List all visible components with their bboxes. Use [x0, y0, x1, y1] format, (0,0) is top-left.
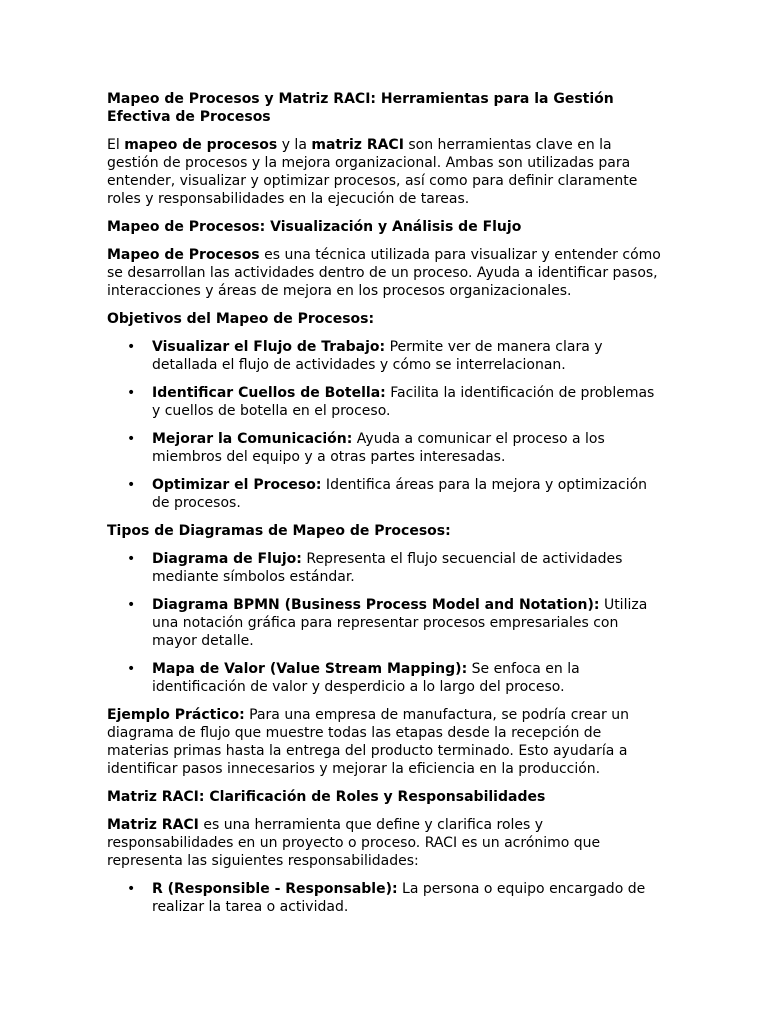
item-text: Se enfoca en la identificación de valor y desperdicio a lo largo del proceso.: [152, 661, 580, 695]
list-item: [107, 660, 667, 696]
bullet-icon: •: [127, 339, 136, 355]
item-bold: Optimizar el Proceso:: [152, 477, 322, 493]
raci-paragraph: [107, 816, 667, 870]
example-text: Para una empresa de manufactura, se podría crear un diagrama de flujo que muestre todas las etapas desde la recepción de materias primas hasta la entrega del producto terminado. Esto ayudaría a identificar pasos innecesarios y mejorar la eficiencia en la producción.: [107, 707, 629, 777]
list-item: [107, 880, 667, 916]
item-bold: Visualizar el Flujo de Trabajo:: [152, 339, 386, 355]
mapeo-text: es una técnica utilizada para visualizar y entender cómo se desarrollan las actividades dentro de un proceso. Ayuda a identificar pasos, interacciones y áreas de mejora en los procesos organizacionales.: [107, 247, 661, 299]
bullet-icon: •: [127, 597, 136, 613]
objectives-list: [107, 338, 667, 512]
list-item: [107, 430, 667, 466]
document-title: Mapeo de Procesos y Matriz RACI: Herramientas para la Gestión Efectiva de Procesos: [107, 91, 614, 125]
raci-text: es una herramienta que define y clarifica roles y responsabilidades en un proyecto o proceso. RACI es un acrónimo que representa las siguientes responsabilidades:: [107, 817, 601, 869]
mapeo-bold: Mapeo de Procesos: [107, 247, 260, 263]
item-text: La persona o equipo encargado de realizar la tarea o actividad.: [152, 881, 646, 915]
bullet-icon: •: [127, 881, 136, 897]
item-text: Utiliza una notación gráfica para representar procesos empresariales con mayor detalle.: [152, 597, 648, 649]
list-item: [107, 550, 667, 586]
item-bold: Identificar Cuellos de Botella:: [152, 385, 386, 401]
section-heading-raci: Matriz RACI: Clarificación de Roles y Responsabilidades: [107, 789, 546, 805]
types-heading: Tipos de Diagramas de Mapeo de Procesos:: [107, 523, 451, 539]
objectives-heading: Objetivos del Mapeo de Procesos:: [107, 311, 375, 327]
intro-bold: matriz RACI: [311, 137, 404, 153]
item-text: Facilita la identificación de problemas y cuellos de botella en el proceso.: [152, 385, 655, 419]
bullet-icon: •: [127, 385, 136, 401]
intro-text: El: [107, 137, 125, 153]
bullet-icon: •: [127, 477, 136, 493]
list-item: [107, 476, 667, 512]
item-text: Ayuda a comunicar el proceso a los miembros del equipo y a otras partes interesadas.: [152, 431, 605, 465]
bullet-icon: •: [127, 551, 136, 567]
intro-bold: mapeo de procesos: [124, 137, 278, 153]
example-bold: Ejemplo Práctico:: [107, 707, 245, 723]
intro-paragraph: [107, 136, 667, 208]
item-bold: Diagrama BPMN (Business Process Model and Notation):: [152, 597, 600, 613]
item-bold: Mapa de Valor (Value Stream Mapping):: [152, 661, 468, 677]
item-text: Representa el flujo secuencial de actividades mediante símbolos estándar.: [152, 551, 623, 585]
section-heading-mapeo: Mapeo de Procesos: Visualización y Análisis de Flujo: [107, 219, 522, 235]
list-item: [107, 338, 667, 374]
document-content: [107, 90, 667, 926]
bullet-icon: •: [127, 431, 136, 447]
item-text: Permite ver de manera clara y detallada el flujo de actividades y cómo se interrelacionan.: [152, 339, 603, 373]
item-bold: Mejorar la Comunicación:: [152, 431, 353, 447]
types-list: [107, 550, 667, 696]
list-item: [107, 596, 667, 650]
intro-text: son herramientas clave en la gestión de procesos y la mejora organizacional. Ambas son utilizadas para entender, visualizar y optimizar procesos, así como para definir claramente roles y responsabilidades en la ejecución de tareas.: [107, 137, 638, 207]
raci-list: [107, 880, 667, 916]
intro-text: y la: [277, 137, 312, 153]
item-text: Identifica áreas para la mejora y optimización de procesos.: [152, 477, 648, 511]
bullet-icon: •: [127, 661, 136, 677]
item-bold: Diagrama de Flujo:: [152, 551, 302, 567]
list-item: [107, 384, 667, 420]
raci-bold: Matriz RACI: [107, 817, 199, 833]
item-bold: R (Responsible - Responsable):: [152, 881, 398, 897]
mapeo-paragraph: [107, 246, 667, 300]
example-paragraph: [107, 706, 667, 778]
